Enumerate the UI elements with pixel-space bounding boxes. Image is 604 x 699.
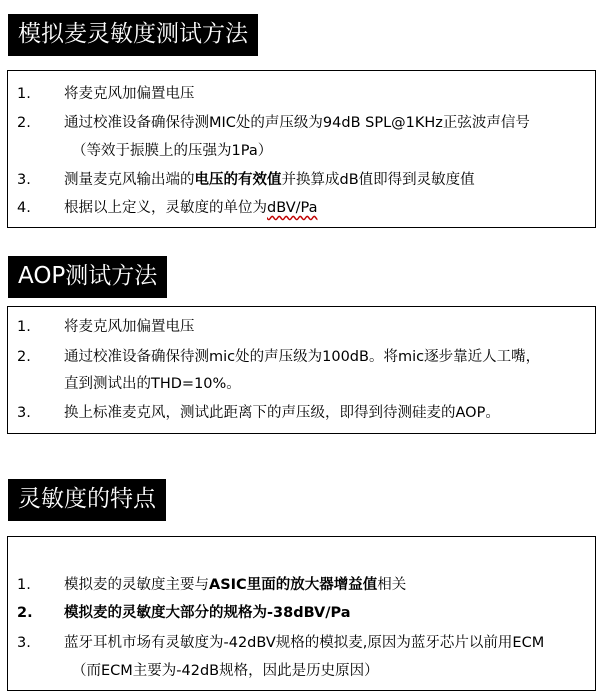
item-number: 3. [17, 405, 31, 421]
item-continuation: 直到测试出的THD=10%。 [64, 376, 241, 392]
section-title-sensitivity-features: 灵敏度的特点 [8, 479, 166, 521]
item-text [64, 170, 475, 190]
item-text [64, 198, 318, 218]
item-number: 1. [17, 577, 31, 593]
item-text: 将麦克风加偏置电压 [64, 319, 195, 335]
item-text [64, 575, 406, 595]
item-text-post: 并换算成dB值即得到灵敏度值 [281, 172, 475, 188]
sensitivity-features-box [7, 536, 596, 691]
item-number: 4. [17, 200, 31, 216]
unit-text: dBV/Pa [267, 200, 318, 216]
section-title-aop-test: AOP测试方法 [8, 256, 167, 298]
item-text-pre: 测量麦克风输出端的 [64, 172, 195, 188]
item-text: 换上标准麦克风，测试此距离下的声压级，即得到待测硅麦的AOP。 [64, 405, 500, 421]
item-number: 2. [17, 605, 33, 621]
item-text-pre: 根据以上定义，灵敏度的单位为 [64, 200, 267, 216]
item-number: 3. [17, 635, 31, 651]
item-number: 3. [17, 172, 31, 188]
item-text-pre: 模拟麦的灵敏度主要与 [64, 577, 209, 593]
item-number: 2. [17, 349, 31, 365]
item-text: 将麦克风加偏置电压 [64, 86, 195, 102]
item-text: 蓝牙耳机市场有灵敏度为-42dBV规格的模拟麦,原因为蓝牙芯片以前用ECM [64, 635, 545, 651]
item-text: 模拟麦的灵敏度大部分的规格为-38dBV/Pa [64, 605, 351, 621]
aop-test-box [7, 306, 596, 434]
item-number: 1. [17, 86, 31, 102]
item-continuation: （等效于振膜上的压强为1Pa） [72, 143, 273, 159]
item-text-post: 相关 [377, 577, 407, 593]
sensitivity-test-box [7, 70, 596, 228]
item-text-bold: ASIC里面的放大器增益值 [209, 577, 378, 593]
item-text: 通过校准设备确保待测MIC处的声压级为94dB SPL@1KHz正弦波声信号 [64, 115, 530, 131]
section-title-sensitivity-test: 模拟麦灵敏度测试方法 [8, 14, 258, 56]
item-number: 2. [17, 115, 31, 131]
item-continuation: （而ECM主要为-42dB规格，因此是历史原因） [72, 663, 379, 679]
item-number: 1. [17, 319, 31, 335]
item-text-bold: 电压的有效值 [194, 172, 282, 188]
item-text: 通过校准设备确保待测mic处的声压级为100dB。将mic逐步靠近人工嘴， [64, 349, 541, 365]
